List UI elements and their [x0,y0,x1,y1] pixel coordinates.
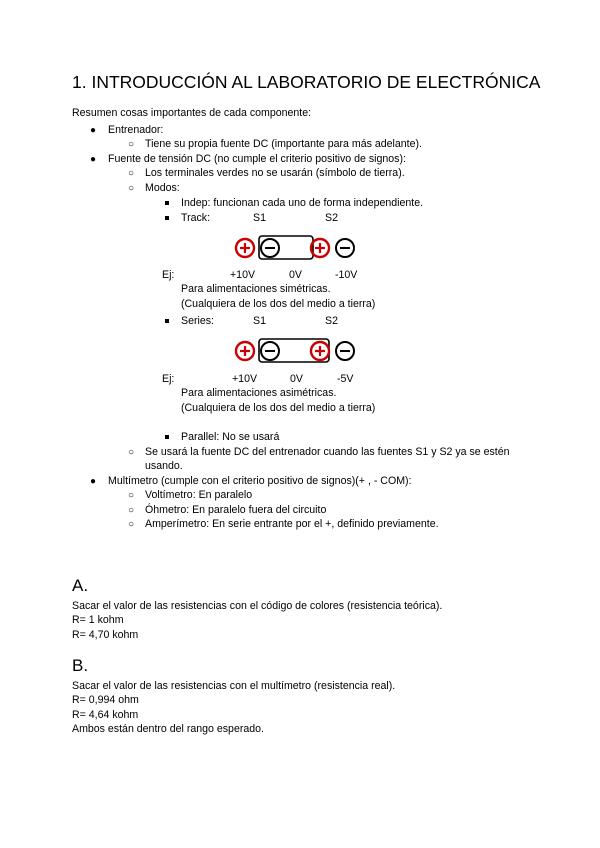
bullet-square [165,435,169,439]
track-voltage-zero: 0V [289,269,302,281]
bullet-circle: ○ [128,139,135,150]
entrenador-note-1: Se usará la fuente DC del entrenador cuando las fuentes S1 y S2 ya se estén [145,446,510,458]
section-a-r2: R= 4,70 kohm [72,629,139,641]
mode-indep: Indep: funcionan cada uno de forma independiente. [181,197,424,209]
fuente-modos: Modos: [145,182,180,194]
section-a-text: Sacar el valor de las resistencias con el código de colores (resistencia teórica). [72,600,443,612]
section-b-conclusion: Ambos están dentro del rango esperado. [72,723,264,735]
bullet-disc: ● [90,154,97,165]
bullet-circle: ○ [128,490,135,501]
entrenador-label: Entrenador: [108,124,164,136]
series-voltage-minus: -5V [337,373,354,385]
bullet-disc: ● [90,125,97,136]
track-terminal-diagram [232,233,360,263]
track-s2-label: S2 [325,212,338,224]
track-note-1: Para alimentaciones simétricas. [181,283,331,295]
multimetro-ohmetro: Óhmetro: En paralelo fuera del circuito [145,504,327,516]
bullet-circle: ○ [128,168,135,179]
minus-terminal-icon [261,239,279,257]
plus-terminal-icon [236,239,254,257]
bullet-square [165,319,169,323]
bullet-circle: ○ [128,447,135,458]
bullet-square [165,201,169,205]
series-note-2: (Cualquiera de los dos del medio a tierra) [181,402,376,414]
multimetro-amperimetro: Amperímetro: En serie entrante por el +, definido previamente. [145,518,439,530]
mode-track-label: Track: [181,212,211,224]
bullet-circle: ○ [128,505,135,516]
series-s1-label: S1 [253,315,266,327]
series-s2-label: S2 [325,315,338,327]
section-b-heading: B. [72,656,89,675]
series-voltage-plus: +10V [232,373,258,385]
section-b-r2: R= 4,64 kohm [72,709,139,721]
multimetro-voltimetro: Voltímetro: En paralelo [145,489,253,501]
series-voltage-zero: 0V [290,373,303,385]
bullet-disc: ● [90,476,97,487]
track-ej-label: Ej: [162,269,175,281]
bullet-circle: ○ [128,183,135,194]
series-ej-label: Ej: [162,373,175,385]
fuente-terminales: Los terminales verdes no se usarán (símbolo de tierra). [145,167,405,179]
minus-terminal-icon [336,342,354,360]
plus-terminal-icon [311,342,329,360]
section-a-heading: A. [72,576,89,595]
section-b-r1: R= 0,994 ohm [72,694,139,706]
fuente-label: Fuente de tensión DC (no cumple el criterio positivo de signos): [108,153,406,165]
series-terminal-diagram [232,336,360,366]
entrenador-note-2: usando. [145,460,183,472]
section-a-r1: R= 1 kohm [72,614,124,626]
plus-terminal-icon [236,342,254,360]
entrenador-sub: Tiene su propia fuente DC (importante para más adelante). [145,138,422,150]
mode-series-label: Series: [181,315,214,327]
minus-terminal-icon [261,342,279,360]
bullet-circle: ○ [128,519,135,530]
mode-parallel: Parallel: No se usará [181,431,280,443]
intro-text: Resumen cosas importantes de cada componente: [72,107,312,119]
track-voltage-plus: +10V [230,269,256,281]
track-voltage-minus: -10V [335,269,358,281]
section-b-text: Sacar el valor de las resistencias con el multímetro (resistencia real). [72,680,396,692]
multimetro-label: Multímetro (cumple con el criterio positivo de signos)(+ , - COM): [108,475,412,487]
track-s1-label: S1 [253,212,266,224]
page-title: 1. INTRODUCCIÓN AL LABORATORIO DE ELECTRÓNICA [72,72,541,92]
bullet-square [165,216,169,220]
track-note-2: (Cualquiera de los dos del medio a tierra) [181,298,376,310]
series-note-1: Para alimentaciones asimétricas. [181,387,337,399]
minus-terminal-icon [336,239,354,257]
